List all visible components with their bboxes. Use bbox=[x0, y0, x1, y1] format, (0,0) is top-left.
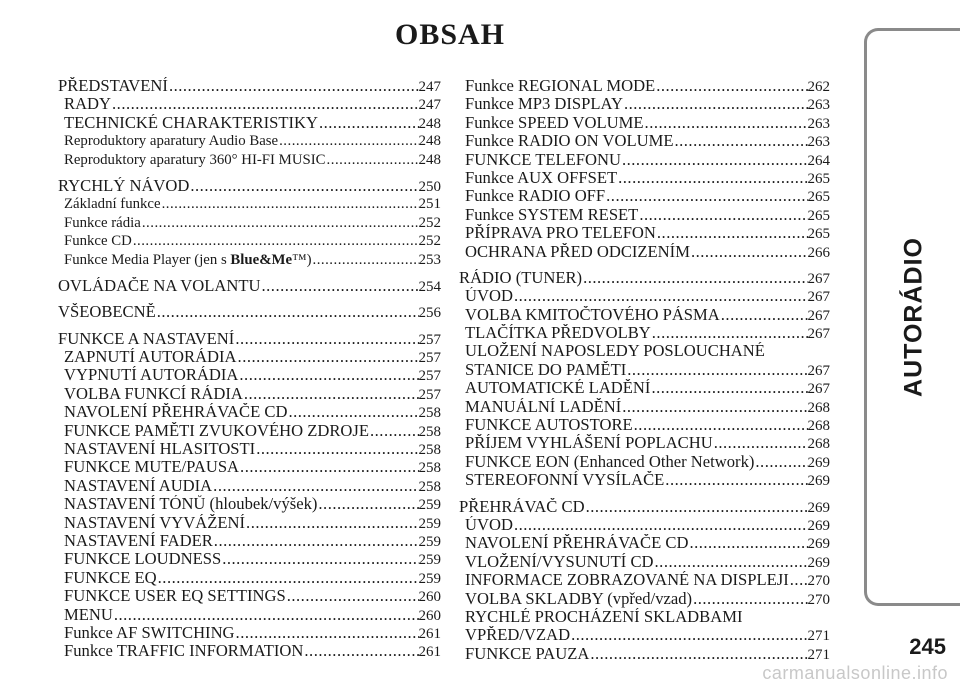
toc-entry-title: VLOŽENÍ/VYSUNUTÍ CD bbox=[465, 552, 654, 571]
toc-leader-dots bbox=[369, 422, 419, 440]
toc-leader-dots bbox=[513, 516, 808, 534]
toc-page-number: 261 bbox=[418, 625, 441, 642]
toc-entry-title: Funkce TRAFFIC INFORMATION bbox=[64, 642, 304, 661]
toc-entry[interactable] bbox=[459, 361, 830, 379]
toc-entry[interactable] bbox=[58, 532, 441, 550]
toc-leader-dots bbox=[690, 243, 808, 261]
toc-page-number: 247 bbox=[418, 97, 441, 114]
toc-page-number: 247 bbox=[418, 79, 441, 95]
toc-leader-dots bbox=[621, 151, 808, 169]
toc-entry[interactable] bbox=[459, 132, 830, 150]
toc-entry[interactable] bbox=[58, 403, 441, 421]
toc-page-number: 269 bbox=[807, 517, 830, 534]
toc-entry[interactable] bbox=[58, 440, 441, 458]
toc-entry-title: VOLBA FUNKCÍ RÁDIA bbox=[64, 384, 243, 403]
toc-entry-title: FUNKCE EON (Enhanced Other Network) bbox=[465, 452, 755, 471]
toc-page-number: 260 bbox=[418, 607, 441, 624]
toc-leader-dots bbox=[245, 514, 418, 532]
toc-entry[interactable] bbox=[459, 77, 830, 95]
toc-entry-title: NASTAVENÍ VYVÁŽENÍ bbox=[64, 513, 246, 532]
toc-leader-dots bbox=[238, 366, 418, 384]
toc-page-number: 258 bbox=[418, 460, 441, 477]
toc-entry[interactable] bbox=[58, 251, 441, 269]
toc-entry-title: Funkce Media Player (jen s Blue&Me™) bbox=[64, 251, 312, 268]
toc-entry[interactable] bbox=[459, 324, 830, 342]
toc-page-number: 248 bbox=[418, 133, 441, 150]
toc-leader-dots bbox=[234, 330, 418, 348]
toc-page-number: 268 bbox=[807, 436, 830, 453]
toc-entry-title: FUNKCE USER EQ SETTINGS bbox=[64, 587, 286, 606]
toc-entry-title: MANUÁLNÍ LADĚNÍ bbox=[465, 397, 622, 416]
toc-entry-title: ZAPNUTÍ AUTORÁDIA bbox=[64, 348, 237, 367]
toc-page-number: 257 bbox=[418, 331, 441, 348]
toc-leader-dots bbox=[286, 587, 419, 605]
toc-page-number: 269 bbox=[807, 454, 830, 471]
toc-page-number: 258 bbox=[418, 423, 441, 440]
toc-entry-title: PŘEHRÁVAČ CD bbox=[459, 497, 585, 516]
toc-entry-title: Funkce SYSTEM RESET bbox=[465, 205, 639, 224]
toc-entry[interactable] bbox=[459, 151, 830, 169]
page-title: OBSAH bbox=[394, 18, 506, 51]
section-tab bbox=[864, 28, 960, 606]
toc-entry[interactable] bbox=[459, 224, 830, 242]
toc-leader-dots bbox=[213, 532, 419, 550]
toc-page-number: 265 bbox=[807, 226, 830, 243]
toc-entry-title: FUNKCE LOUDNESS bbox=[64, 550, 222, 569]
toc-leader-dots bbox=[644, 114, 808, 132]
toc-page-number: 258 bbox=[418, 478, 441, 495]
toc-entry[interactable] bbox=[58, 606, 441, 624]
toc-section-entry[interactable] bbox=[459, 498, 830, 516]
toc-entry-title: PŘEDSTAVENÍ bbox=[58, 77, 168, 95]
toc-leader-dots bbox=[617, 169, 807, 187]
toc-entry-title: FUNKCE AUTOSTORE bbox=[465, 416, 633, 435]
toc-entry-title: PŘÍPRAVA PRO TELEFON bbox=[465, 224, 656, 243]
toc-entry[interactable] bbox=[459, 243, 830, 261]
toc-entry-title: Funkce REGIONAL MODE bbox=[465, 77, 656, 95]
toc-entry-title: RÁDIO (TUNER) bbox=[459, 268, 583, 287]
toc-leader-dots bbox=[673, 132, 807, 150]
toc-leader-dots bbox=[221, 550, 418, 568]
toc-entry[interactable] bbox=[58, 550, 441, 568]
toc-page-number: 269 bbox=[807, 499, 830, 516]
toc-entry-title: NAVOLENÍ PŘEHRÁVAČE CD bbox=[64, 403, 288, 422]
toc-leader-dots bbox=[113, 606, 419, 624]
toc-entry-title: MENU bbox=[64, 605, 113, 624]
toc-entry-title: FUNKCE EQ bbox=[64, 568, 157, 587]
toc-page-number: 267 bbox=[807, 270, 830, 287]
watermark: carmanualsonline.info bbox=[762, 663, 948, 683]
toc-entry-title: TECHNICKÉ CHARAKTERISTIKY bbox=[64, 113, 318, 132]
toc-page-number: 261 bbox=[418, 644, 441, 661]
toc-entry-title: Funkce MP3 DISPLAY bbox=[465, 95, 623, 114]
toc-entry-title: NASTAVENÍ FADER bbox=[64, 531, 213, 550]
toc-entry-title: STANICE DO PAMĚTI bbox=[465, 360, 627, 379]
toc-entry[interactable] bbox=[459, 416, 830, 434]
toc-entry[interactable] bbox=[58, 151, 441, 169]
toc-page-number: 259 bbox=[418, 533, 441, 550]
toc-page-number: 259 bbox=[418, 552, 441, 569]
toc-entry-title: AUTOMATICKÉ LADĚNÍ bbox=[465, 379, 651, 398]
toc-entry[interactable] bbox=[459, 206, 830, 224]
toc-entry-title: FUNKCE MUTE/PAUSA bbox=[64, 458, 240, 477]
toc-page-number: 263 bbox=[807, 115, 830, 132]
toc-entry[interactable] bbox=[459, 187, 830, 205]
toc-page-number: 257 bbox=[418, 350, 441, 367]
toc-leader-dots bbox=[287, 403, 418, 421]
toc-entry-title: RYCHLÉ PROCHÁZENÍ SKLADBAMI bbox=[465, 607, 743, 626]
toc-entry-title: NASTAVENÍ AUDIA bbox=[64, 476, 213, 495]
toc-entry[interactable] bbox=[58, 95, 441, 113]
toc-entry-title: RYCHLÝ NÁVOD bbox=[58, 176, 190, 195]
toc-entry[interactable] bbox=[58, 195, 441, 213]
toc-page-number: 265 bbox=[807, 170, 830, 187]
toc-leader-dots bbox=[317, 495, 418, 513]
toc-entry-title: FUNKCE PAUZA bbox=[465, 644, 590, 663]
toc-left-column bbox=[58, 77, 441, 661]
toc-entry[interactable] bbox=[459, 645, 830, 663]
toc-leader-dots bbox=[161, 195, 419, 213]
toc-entry-title: Funkce RADIO ON VOLUME bbox=[465, 132, 674, 151]
toc-page-number: 265 bbox=[807, 189, 830, 206]
toc-leader-dots bbox=[656, 224, 808, 242]
toc-page-number: 252 bbox=[418, 214, 441, 231]
toc-leader-dots bbox=[303, 642, 418, 660]
toc-entry[interactable] bbox=[459, 534, 830, 552]
toc-leader-dots bbox=[513, 287, 808, 305]
toc-leader-dots bbox=[212, 477, 418, 495]
toc-entry-title: INFORMACE ZOBRAZOVANÉ NA DISPLEJI bbox=[465, 571, 789, 590]
toc-entry[interactable] bbox=[58, 348, 441, 366]
toc-entry-title: FUNKCE PAMĚTI ZVUKOVÉHO ZDROJE bbox=[64, 421, 369, 440]
toc-entry[interactable] bbox=[459, 571, 830, 589]
toc-page-number: 270 bbox=[807, 573, 830, 590]
toc-entry[interactable] bbox=[459, 287, 830, 305]
section-tab-label: AUTORÁDIO bbox=[899, 237, 927, 397]
toc-leader-dots bbox=[157, 569, 419, 587]
toc-entry-title: Funkce AF SWITCHING bbox=[64, 623, 235, 642]
toc-page-number: 251 bbox=[418, 196, 441, 213]
toc-entry[interactable] bbox=[459, 590, 830, 608]
toc-entry-title: Funkce SPEED VOLUME bbox=[465, 113, 644, 132]
toc-section-entry[interactable] bbox=[58, 77, 441, 95]
toc-entry-title: STEREOFONNÍ VYSÍLAČE bbox=[465, 471, 665, 490]
toc-leader-dots bbox=[312, 251, 419, 269]
toc-leader-dots bbox=[633, 416, 808, 434]
toc-page-number: 262 bbox=[807, 79, 830, 95]
toc-page-number: 268 bbox=[807, 418, 830, 435]
toc-entry-title: NASTAVENÍ HLASITOSTI bbox=[64, 440, 256, 459]
toc-entry[interactable] bbox=[459, 453, 830, 471]
toc-entry-title: VPŘED/VZAD bbox=[465, 626, 571, 645]
toc-leader-dots bbox=[655, 77, 807, 95]
toc-page-number: 269 bbox=[807, 554, 830, 571]
toc-page-number: 258 bbox=[418, 442, 441, 459]
toc-entry-title: VOLBA KMITOČTOVÉHO PÁSMA bbox=[465, 305, 720, 324]
toc-entry[interactable] bbox=[58, 495, 441, 513]
toc-page-number: 252 bbox=[418, 233, 441, 250]
toc-entry-title: VYPNUTÍ AUTORÁDIA bbox=[64, 366, 239, 385]
toc-entry[interactable] bbox=[459, 114, 830, 132]
toc-page-number: 263 bbox=[807, 97, 830, 114]
toc-leader-dots bbox=[638, 206, 807, 224]
toc-leader-dots bbox=[688, 534, 807, 552]
toc-leader-dots bbox=[132, 232, 419, 250]
toc-entry[interactable] bbox=[58, 132, 441, 150]
toc-leader-dots bbox=[720, 306, 808, 324]
toc-entry[interactable] bbox=[459, 434, 830, 452]
toc-leader-dots bbox=[261, 277, 419, 295]
toc-page-number: 268 bbox=[807, 399, 830, 416]
toc-leader-dots bbox=[156, 303, 419, 321]
toc-entry-title: PŘÍJEM VYHLÁŠENÍ POPLACHU bbox=[465, 434, 713, 453]
toc-leader-dots bbox=[605, 187, 807, 205]
toc-leader-dots bbox=[326, 151, 419, 169]
toc-entry-title: NAVOLENÍ PŘEHRÁVAČE CD bbox=[465, 534, 689, 553]
toc-page-number: 257 bbox=[418, 368, 441, 385]
toc-entry[interactable] bbox=[58, 232, 441, 250]
toc-section-entry[interactable] bbox=[58, 177, 441, 195]
toc-entry-title: Funkce AUX OFFSET bbox=[465, 168, 618, 187]
toc-page-number: 266 bbox=[807, 244, 830, 261]
toc-leader-dots bbox=[141, 214, 419, 232]
toc-entry[interactable] bbox=[58, 514, 441, 532]
toc-entry[interactable] bbox=[58, 422, 441, 440]
toc-page-number: 269 bbox=[807, 473, 830, 490]
toc-entry-title: VŠEOBECNĚ bbox=[58, 303, 156, 322]
toc-page-number: 263 bbox=[807, 134, 830, 151]
toc-leader-dots bbox=[650, 379, 807, 397]
toc-leader-dots bbox=[168, 77, 419, 95]
toc-page-number: 259 bbox=[418, 570, 441, 587]
toc-leader-dots bbox=[278, 132, 418, 150]
toc-page-number: 250 bbox=[418, 178, 441, 195]
toc-entry-title: VOLBA SKLADBY (vpřed/vzad) bbox=[465, 589, 693, 608]
toc-entry-title: FUNKCE TELEFONU bbox=[465, 150, 621, 169]
toc-entry[interactable] bbox=[58, 587, 441, 605]
toc-section-entry[interactable] bbox=[58, 303, 441, 321]
toc-leader-dots bbox=[318, 114, 419, 132]
toc-leader-dots bbox=[585, 498, 808, 516]
toc-entry[interactable] bbox=[459, 95, 830, 113]
toc-entry-title: Funkce rádia bbox=[64, 214, 141, 231]
toc-leader-dots bbox=[243, 385, 419, 403]
toc-page-number: 257 bbox=[418, 386, 441, 403]
toc-leader-dots bbox=[621, 398, 807, 416]
toc-page-number: 269 bbox=[807, 536, 830, 553]
toc-page-number: 259 bbox=[418, 497, 441, 514]
toc-entry[interactable] bbox=[58, 477, 441, 495]
toc-page-number: 271 bbox=[807, 628, 830, 645]
toc-entry[interactable] bbox=[58, 366, 441, 384]
toc-page-number: 254 bbox=[418, 278, 441, 295]
toc-page-number: 259 bbox=[418, 515, 441, 532]
toc-page-number: 267 bbox=[807, 289, 830, 306]
toc-section-entry[interactable] bbox=[58, 277, 441, 295]
toc-page-number: 267 bbox=[807, 362, 830, 379]
toc-page-number: 264 bbox=[807, 152, 830, 169]
toc-leader-dots bbox=[754, 453, 807, 471]
toc-leader-dots bbox=[713, 434, 808, 452]
toc-leader-dots bbox=[651, 324, 808, 342]
toc-leader-dots bbox=[189, 177, 418, 195]
toc-entry-title: ÚVOD bbox=[465, 515, 513, 534]
toc-page-number: 248 bbox=[418, 151, 441, 168]
toc-entry-title: Základní funkce bbox=[64, 196, 161, 213]
toc-entry[interactable] bbox=[58, 114, 441, 132]
toc-entry[interactable] bbox=[459, 553, 830, 571]
toc-leader-dots bbox=[589, 645, 807, 663]
toc-entry-title: FUNKCE A NASTAVENÍ bbox=[58, 329, 235, 348]
toc-page-number: 258 bbox=[418, 405, 441, 422]
toc-entry[interactable] bbox=[58, 624, 441, 642]
toc-entry[interactable] bbox=[459, 626, 830, 644]
toc-entry[interactable] bbox=[58, 642, 441, 660]
toc-entry-title: Reproduktory aparatury Audio Base bbox=[64, 133, 279, 150]
toc-leader-dots bbox=[623, 95, 808, 113]
toc-page-number: 267 bbox=[807, 326, 830, 343]
toc-page-number: 270 bbox=[807, 591, 830, 608]
toc-entry-title: Funkce CD bbox=[64, 233, 132, 250]
toc-entry[interactable] bbox=[58, 214, 441, 232]
toc-entry[interactable] bbox=[459, 306, 830, 324]
toc-entry[interactable] bbox=[459, 398, 830, 416]
toc-page-number: 248 bbox=[418, 115, 441, 132]
toc-leader-dots bbox=[789, 571, 808, 589]
toc-entry[interactable] bbox=[58, 458, 441, 476]
toc-section-entry[interactable] bbox=[459, 269, 830, 287]
toc-leader-dots bbox=[582, 269, 807, 287]
toc-entry[interactable] bbox=[459, 169, 830, 187]
toc-entry-title: OVLÁDAČE NA VOLANTU bbox=[58, 276, 261, 295]
toc-leader-dots bbox=[570, 626, 807, 644]
toc-entry[interactable] bbox=[58, 385, 441, 403]
toc-leader-dots bbox=[111, 95, 418, 113]
toc-entry[interactable] bbox=[459, 379, 830, 397]
toc-leader-dots bbox=[692, 590, 807, 608]
toc-entry-title: RADY bbox=[64, 95, 112, 114]
toc-entry[interactable] bbox=[459, 516, 830, 534]
toc-entry-title: ULOŽENÍ NAPOSLEDY POSLOUCHANÉ bbox=[465, 342, 765, 361]
toc-leader-dots bbox=[654, 553, 808, 571]
toc-page-number: 267 bbox=[807, 307, 830, 324]
toc-entry-title: TLAČÍTKA PŘEDVOLBY bbox=[465, 324, 651, 343]
toc-entry-title: OCHRANA PŘED ODCIZENÍM bbox=[465, 242, 690, 261]
toc-leader-dots bbox=[239, 458, 418, 476]
toc-page-number: 260 bbox=[418, 589, 441, 606]
toc-entry-title: Reproduktory aparatury 360° HI-FI MUSIC bbox=[64, 151, 326, 168]
toc-right-column bbox=[459, 77, 830, 663]
toc-entry-title: Funkce RADIO OFF bbox=[465, 187, 606, 206]
toc-page-number: 265 bbox=[807, 207, 830, 224]
toc-leader-dots bbox=[626, 361, 807, 379]
toc-leader-dots bbox=[237, 348, 419, 366]
toc-page-number: 253 bbox=[418, 251, 441, 268]
toc-page-number: 271 bbox=[807, 646, 830, 663]
toc-entry[interactable] bbox=[459, 608, 830, 626]
toc-leader-dots bbox=[255, 440, 418, 458]
toc-entry-title: NASTAVENÍ TÓNŮ (hloubek/výšek) bbox=[64, 495, 318, 514]
toc-page-number: 267 bbox=[807, 381, 830, 398]
toc-leader-dots bbox=[235, 624, 419, 642]
toc-page-number: 256 bbox=[418, 305, 441, 322]
toc-entry-title: ÚVOD bbox=[465, 287, 513, 306]
toc-section-entry[interactable] bbox=[58, 330, 441, 348]
toc-entry[interactable] bbox=[58, 569, 441, 587]
toc-entry[interactable] bbox=[459, 342, 830, 360]
toc-leader-dots bbox=[664, 471, 807, 489]
page-number: 245 bbox=[909, 634, 946, 659]
toc-entry[interactable] bbox=[459, 471, 830, 489]
